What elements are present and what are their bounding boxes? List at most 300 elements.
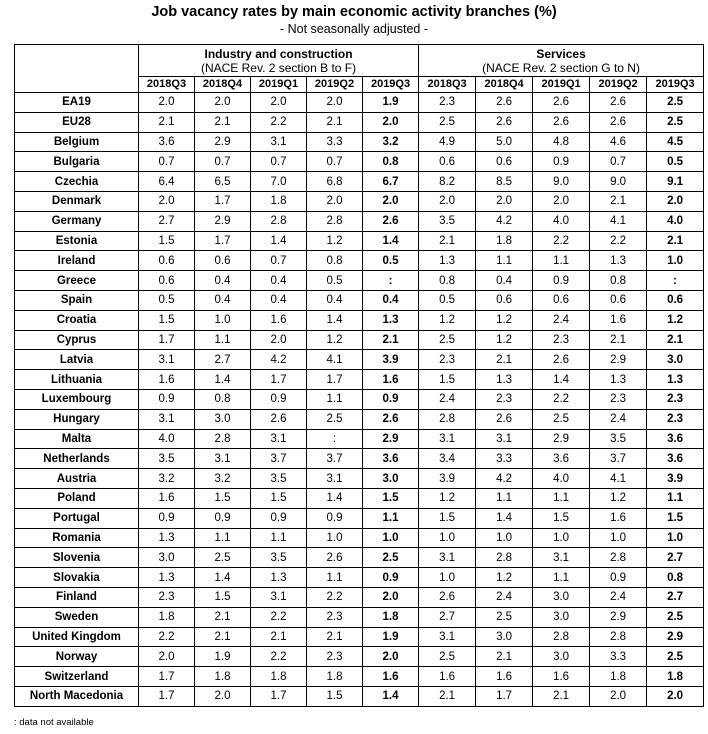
industry-value-cell: 2.1	[251, 627, 307, 647]
services-value-cell: 1.4	[533, 370, 590, 390]
period-header-industry-2018q3: 2018Q3	[139, 77, 195, 93]
industry-value-cell: 2.2	[251, 607, 307, 627]
table-row	[15, 211, 704, 231]
services-value-cell: 2.5	[647, 647, 704, 667]
country-cell: Portugal	[15, 508, 139, 528]
industry-value-cell: 3.5	[139, 449, 195, 469]
services-value-cell: 3.9	[647, 469, 704, 489]
services-value-cell: 2.1	[590, 330, 647, 350]
industry-value-cell: 6.5	[195, 172, 251, 192]
services-value-cell: 2.7	[647, 587, 704, 607]
table-row	[15, 488, 704, 508]
industry-value-cell: 3.9	[363, 350, 419, 370]
industry-value-cell: 2.0	[363, 112, 419, 132]
industry-value-cell: 2.7	[139, 211, 195, 231]
industry-value-cell: 1.7	[195, 191, 251, 211]
services-value-cell: 2.0	[647, 686, 704, 706]
industry-value-cell: 0.5	[363, 251, 419, 271]
country-cell: Switzerland	[15, 667, 139, 687]
services-value-cell: 2.4	[419, 389, 476, 409]
services-value-cell: 2.6	[533, 112, 590, 132]
services-value-cell: 2.6	[419, 587, 476, 607]
services-value-cell: 3.3	[476, 449, 533, 469]
industry-value-cell: 2.0	[139, 93, 195, 113]
services-value-cell: 0.7	[590, 152, 647, 172]
services-value-cell: 2.6	[590, 93, 647, 113]
services-value-cell: 1.1	[533, 568, 590, 588]
table-row	[15, 548, 704, 568]
industry-value-cell: 1.6	[139, 488, 195, 508]
services-value-cell: 1.8	[476, 231, 533, 251]
services-value-cell: 1.2	[476, 330, 533, 350]
industry-value-cell: 2.6	[307, 548, 363, 568]
industry-value-cell: 2.1	[307, 627, 363, 647]
services-value-cell: 2.4	[476, 587, 533, 607]
country-cell: EA19	[15, 93, 139, 113]
services-value-cell: 1.4	[476, 508, 533, 528]
services-value-cell: 3.1	[533, 548, 590, 568]
services-value-cell: 1.2	[476, 568, 533, 588]
services-value-cell: 3.1	[419, 429, 476, 449]
industry-value-cell: 2.0	[363, 647, 419, 667]
services-value-cell: 2.7	[647, 548, 704, 568]
industry-value-cell: 1.1	[195, 330, 251, 350]
country-cell: Poland	[15, 488, 139, 508]
industry-value-cell: 1.4	[363, 231, 419, 251]
services-value-cell: 1.1	[476, 488, 533, 508]
country-cell: Slovenia	[15, 548, 139, 568]
services-value-cell: 2.1	[590, 191, 647, 211]
industry-value-cell: 1.5	[363, 488, 419, 508]
services-value-cell: 4.5	[647, 132, 704, 152]
industry-value-cell: 6.4	[139, 172, 195, 192]
industry-value-cell: 3.7	[307, 449, 363, 469]
services-value-cell: 2.6	[533, 93, 590, 113]
services-value-cell: 3.6	[647, 449, 704, 469]
services-value-cell: 1.7	[476, 686, 533, 706]
table-row	[15, 271, 704, 291]
country-cell: Austria	[15, 469, 139, 489]
industry-value-cell: 1.7	[139, 686, 195, 706]
industry-value-cell: 1.9	[363, 93, 419, 113]
services-value-cell: 2.8	[476, 548, 533, 568]
industry-value-cell: 0.4	[251, 271, 307, 291]
industry-value-cell: 1.0	[195, 310, 251, 330]
services-value-cell: 2.3	[419, 93, 476, 113]
services-value-cell: 4.1	[590, 211, 647, 231]
country-cell: Cyprus	[15, 330, 139, 350]
table-row	[15, 93, 704, 113]
industry-value-cell: 0.7	[307, 152, 363, 172]
industry-value-cell: 2.6	[251, 409, 307, 429]
services-value-cell: 3.3	[590, 647, 647, 667]
services-value-cell: 2.2	[533, 231, 590, 251]
services-value-cell: 1.3	[647, 370, 704, 390]
country-cell: Croatia	[15, 310, 139, 330]
services-value-cell: 4.2	[476, 469, 533, 489]
industry-value-cell: 1.4	[363, 686, 419, 706]
industry-value-cell: 0.9	[251, 508, 307, 528]
services-value-cell: 2.5	[647, 607, 704, 627]
services-value-cell: 2.0	[419, 191, 476, 211]
services-value-cell: 2.3	[647, 389, 704, 409]
group-header-services	[419, 45, 704, 77]
table-row	[15, 667, 704, 687]
industry-value-cell: 3.1	[251, 429, 307, 449]
industry-value-cell: 2.5	[195, 548, 251, 568]
services-value-cell: 2.8	[590, 548, 647, 568]
country-cell: Romania	[15, 528, 139, 548]
country-cell: Lithuania	[15, 370, 139, 390]
industry-value-cell: 6.8	[307, 172, 363, 192]
industry-value-cell: 2.8	[307, 211, 363, 231]
country-cell: Ireland	[15, 251, 139, 271]
industry-value-cell: 3.7	[251, 449, 307, 469]
period-header-industry-2019q2: 2019Q2	[307, 77, 363, 93]
services-value-cell: 1.5	[419, 508, 476, 528]
table-body	[15, 93, 704, 707]
industry-value-cell: 1.4	[195, 568, 251, 588]
table-row	[15, 152, 704, 172]
services-value-cell: 2.4	[590, 587, 647, 607]
industry-value-cell: 2.9	[195, 132, 251, 152]
services-value-cell: 8.5	[476, 172, 533, 192]
industry-value-cell: 3.1	[139, 409, 195, 429]
services-value-cell: 3.0	[647, 350, 704, 370]
services-value-cell: 2.5	[419, 330, 476, 350]
services-value-cell: 0.9	[590, 568, 647, 588]
industry-value-cell: 1.3	[251, 568, 307, 588]
services-value-cell: 1.0	[647, 251, 704, 271]
table-row	[15, 251, 704, 271]
services-value-cell: 2.6	[476, 409, 533, 429]
industry-value-cell: 2.1	[195, 627, 251, 647]
industry-value-cell: 3.1	[139, 350, 195, 370]
country-cell: EU28	[15, 112, 139, 132]
country-cell: North Macedonia	[15, 686, 139, 706]
table-row	[15, 370, 704, 390]
industry-value-cell: 1.8	[195, 667, 251, 687]
industry-value-cell: 2.7	[195, 350, 251, 370]
industry-value-cell: 2.6	[363, 409, 419, 429]
country-cell: Czechia	[15, 172, 139, 192]
industry-value-cell: 4.2	[251, 350, 307, 370]
industry-value-cell: 2.0	[195, 686, 251, 706]
services-value-cell: 2.8	[533, 627, 590, 647]
industry-value-cell: 0.8	[195, 389, 251, 409]
industry-value-cell: 0.7	[251, 152, 307, 172]
services-value-cell: 0.6	[533, 290, 590, 310]
services-value-cell: 2.0	[476, 191, 533, 211]
services-value-cell: 1.6	[590, 310, 647, 330]
industry-value-cell: 7.0	[251, 172, 307, 192]
services-value-cell: 1.5	[533, 508, 590, 528]
services-value-cell: 2.5	[647, 93, 704, 113]
industry-value-cell: 2.1	[195, 607, 251, 627]
industry-value-cell: 1.7	[139, 667, 195, 687]
services-value-cell: 9.0	[590, 172, 647, 192]
footnote: : data not available	[14, 717, 94, 728]
services-value-cell: 2.1	[476, 647, 533, 667]
industry-value-cell: 3.2	[139, 469, 195, 489]
services-value-cell: 2.0	[590, 686, 647, 706]
services-value-cell: 1.3	[419, 251, 476, 271]
industry-value-cell: 1.6	[363, 370, 419, 390]
services-value-cell: 0.6	[476, 152, 533, 172]
services-value-cell: 1.5	[419, 370, 476, 390]
industry-value-cell: 0.8	[363, 152, 419, 172]
services-value-cell: 1.0	[419, 528, 476, 548]
country-cell: United Kingdom	[15, 627, 139, 647]
industry-value-cell: 0.9	[139, 389, 195, 409]
services-value-cell: 2.2	[590, 231, 647, 251]
services-value-cell: 3.1	[476, 429, 533, 449]
industry-value-cell: 0.4	[195, 271, 251, 291]
services-value-cell: 4.1	[590, 469, 647, 489]
industry-value-cell: 3.1	[195, 449, 251, 469]
period-header-industry-2019q3: 2019Q3	[363, 77, 419, 93]
industry-value-cell: 2.0	[195, 93, 251, 113]
industry-value-cell: 3.1	[251, 587, 307, 607]
services-value-cell: 4.0	[533, 469, 590, 489]
services-value-cell: 1.8	[647, 667, 704, 687]
country-cell: Sweden	[15, 607, 139, 627]
industry-value-cell: 1.1	[307, 568, 363, 588]
services-value-cell: 3.5	[590, 429, 647, 449]
services-value-cell: 0.8	[590, 271, 647, 291]
industry-value-cell: 2.2	[251, 647, 307, 667]
industry-value-cell: 2.2	[251, 112, 307, 132]
industry-value-cell: 1.8	[363, 607, 419, 627]
industry-value-cell: 1.8	[307, 667, 363, 687]
services-value-cell: 2.8	[419, 409, 476, 429]
services-value-cell: 2.3	[590, 389, 647, 409]
industry-value-cell: 4.0	[139, 429, 195, 449]
services-value-cell: 2.6	[476, 93, 533, 113]
services-value-cell: 3.4	[419, 449, 476, 469]
industry-value-cell: 1.5	[195, 587, 251, 607]
country-cell: Germany	[15, 211, 139, 231]
services-value-cell: 2.5	[419, 112, 476, 132]
services-value-cell: 2.1	[647, 330, 704, 350]
industry-value-cell: 2.9	[363, 429, 419, 449]
industry-value-cell: 2.1	[195, 112, 251, 132]
services-value-cell: 1.6	[476, 667, 533, 687]
table-row	[15, 587, 704, 607]
services-value-cell: 2.6	[533, 350, 590, 370]
table-row	[15, 290, 704, 310]
industry-value-cell: 2.6	[363, 211, 419, 231]
services-value-cell: 3.0	[533, 587, 590, 607]
table-row	[15, 607, 704, 627]
services-value-cell: 9.1	[647, 172, 704, 192]
industry-value-cell: 2.1	[363, 330, 419, 350]
industry-value-cell: 0.7	[139, 152, 195, 172]
period-header-services-2019q1: 2019Q1	[533, 77, 590, 93]
services-value-cell: 0.9	[533, 152, 590, 172]
services-value-cell: 9.0	[533, 172, 590, 192]
industry-value-cell: 3.5	[251, 469, 307, 489]
industry-value-cell: 0.4	[363, 290, 419, 310]
country-cell: Greece	[15, 271, 139, 291]
services-value-cell: 0.8	[647, 568, 704, 588]
industry-value-cell: 1.7	[139, 330, 195, 350]
industry-value-cell: 1.9	[363, 627, 419, 647]
industry-value-cell: 2.0	[363, 191, 419, 211]
services-value-cell: 1.5	[647, 508, 704, 528]
industry-value-cell: 2.1	[139, 112, 195, 132]
table-row	[15, 449, 704, 469]
industry-value-cell: 1.6	[363, 667, 419, 687]
table-row	[15, 310, 704, 330]
services-value-cell: 1.0	[647, 528, 704, 548]
industry-value-cell: 0.9	[251, 389, 307, 409]
services-value-cell: 2.5	[647, 112, 704, 132]
industry-value-cell: 6.7	[363, 172, 419, 192]
services-value-cell: 2.3	[647, 409, 704, 429]
group-header-row	[15, 45, 704, 77]
industry-value-cell: 1.4	[251, 231, 307, 251]
services-value-cell: :	[647, 271, 704, 291]
industry-value-cell: :	[307, 429, 363, 449]
industry-value-cell: 2.0	[363, 587, 419, 607]
services-value-cell: 2.9	[533, 429, 590, 449]
services-value-cell: 2.4	[533, 310, 590, 330]
services-value-cell: 2.5	[476, 607, 533, 627]
industry-value-cell: 2.0	[307, 191, 363, 211]
industry-value-cell: 1.1	[195, 528, 251, 548]
table-row	[15, 686, 704, 706]
industry-value-cell: 3.1	[251, 132, 307, 152]
period-header-services-2018q4: 2018Q4	[476, 77, 533, 93]
services-value-cell: 1.3	[590, 370, 647, 390]
table-title: Job vacancy rates by main economic activity branches (%)	[151, 4, 557, 20]
services-value-cell: 4.0	[533, 211, 590, 231]
industry-value-cell: 2.0	[139, 191, 195, 211]
services-value-cell: 2.1	[419, 686, 476, 706]
header-corner	[15, 45, 139, 93]
industry-value-cell: 0.6	[139, 271, 195, 291]
industry-value-cell: 1.6	[139, 370, 195, 390]
industry-value-cell: 2.3	[307, 647, 363, 667]
services-value-cell: 3.0	[476, 627, 533, 647]
industry-value-cell: 1.4	[307, 310, 363, 330]
industry-value-cell: 1.7	[307, 370, 363, 390]
services-value-cell: 0.6	[647, 290, 704, 310]
services-value-cell: 0.6	[419, 152, 476, 172]
industry-value-cell: 1.5	[195, 488, 251, 508]
services-value-cell: 1.2	[590, 488, 647, 508]
services-value-cell: 1.0	[533, 528, 590, 548]
industry-value-cell: 2.2	[139, 627, 195, 647]
services-value-cell: 2.4	[590, 409, 647, 429]
services-value-cell: 0.5	[647, 152, 704, 172]
table-row	[15, 389, 704, 409]
services-value-cell: 3.0	[533, 647, 590, 667]
industry-value-cell: 2.0	[251, 93, 307, 113]
group-services-scope: (NACE Rev. 2 section G to N)	[482, 60, 640, 75]
services-value-cell: 8.2	[419, 172, 476, 192]
table-subtitle: - Not seasonally adjusted -	[280, 22, 428, 36]
services-value-cell: 1.1	[533, 251, 590, 271]
industry-value-cell: 1.3	[363, 310, 419, 330]
industry-value-cell: 2.9	[195, 211, 251, 231]
services-value-cell: 3.0	[533, 607, 590, 627]
services-value-cell: 1.0	[590, 528, 647, 548]
industry-value-cell: 0.9	[195, 508, 251, 528]
industry-value-cell: 2.5	[363, 548, 419, 568]
services-value-cell: 2.1	[419, 231, 476, 251]
services-value-cell: 1.6	[533, 667, 590, 687]
industry-value-cell: 0.9	[363, 568, 419, 588]
industry-value-cell: 3.0	[195, 409, 251, 429]
industry-value-cell: 0.5	[139, 290, 195, 310]
services-value-cell: 5.0	[476, 132, 533, 152]
industry-value-cell: 1.8	[251, 667, 307, 687]
country-cell: Slovakia	[15, 568, 139, 588]
services-value-cell: 3.6	[647, 429, 704, 449]
industry-value-cell: 1.2	[307, 231, 363, 251]
industry-value-cell: 1.3	[139, 528, 195, 548]
services-value-cell: 2.6	[590, 112, 647, 132]
services-value-cell: 3.7	[590, 449, 647, 469]
industry-value-cell: 1.4	[195, 370, 251, 390]
services-value-cell: 1.0	[419, 568, 476, 588]
industry-value-cell: 2.0	[251, 330, 307, 350]
industry-value-cell: :	[363, 271, 419, 291]
period-header-services-2019q3: 2019Q3	[647, 77, 704, 93]
industry-value-cell: 1.1	[363, 508, 419, 528]
industry-value-cell: 1.7	[195, 231, 251, 251]
services-value-cell: 2.3	[476, 389, 533, 409]
industry-value-cell: 1.1	[307, 389, 363, 409]
table-row	[15, 647, 704, 667]
services-value-cell: 2.9	[590, 350, 647, 370]
services-value-cell: 4.6	[590, 132, 647, 152]
industry-value-cell: 1.7	[251, 686, 307, 706]
industry-value-cell: 0.4	[195, 290, 251, 310]
industry-value-cell: 0.9	[307, 508, 363, 528]
industry-value-cell: 1.5	[307, 686, 363, 706]
industry-value-cell: 2.3	[307, 607, 363, 627]
industry-value-cell: 0.8	[307, 251, 363, 271]
services-value-cell: 1.1	[476, 251, 533, 271]
services-value-cell: 4.2	[476, 211, 533, 231]
services-value-cell: 1.2	[647, 310, 704, 330]
table-row	[15, 627, 704, 647]
industry-value-cell: 1.5	[139, 231, 195, 251]
group-header-industry	[139, 45, 419, 77]
vacancy-table	[14, 44, 704, 707]
period-header-services-2018q3: 2018Q3	[419, 77, 476, 93]
country-cell: Luxembourg	[15, 389, 139, 409]
services-value-cell: 2.9	[590, 607, 647, 627]
industry-value-cell: 3.0	[363, 469, 419, 489]
services-value-cell: 3.6	[533, 449, 590, 469]
table-row	[15, 469, 704, 489]
industry-value-cell: 0.9	[363, 389, 419, 409]
services-value-cell: 0.4	[476, 271, 533, 291]
country-cell: Spain	[15, 290, 139, 310]
industry-value-cell: 0.5	[307, 271, 363, 291]
industry-value-cell: 1.1	[251, 528, 307, 548]
services-value-cell: 2.0	[533, 191, 590, 211]
industry-value-cell: 1.8	[251, 191, 307, 211]
services-value-cell: 0.6	[476, 290, 533, 310]
services-value-cell: 4.0	[647, 211, 704, 231]
services-value-cell: 0.8	[419, 271, 476, 291]
industry-value-cell: 2.0	[139, 647, 195, 667]
